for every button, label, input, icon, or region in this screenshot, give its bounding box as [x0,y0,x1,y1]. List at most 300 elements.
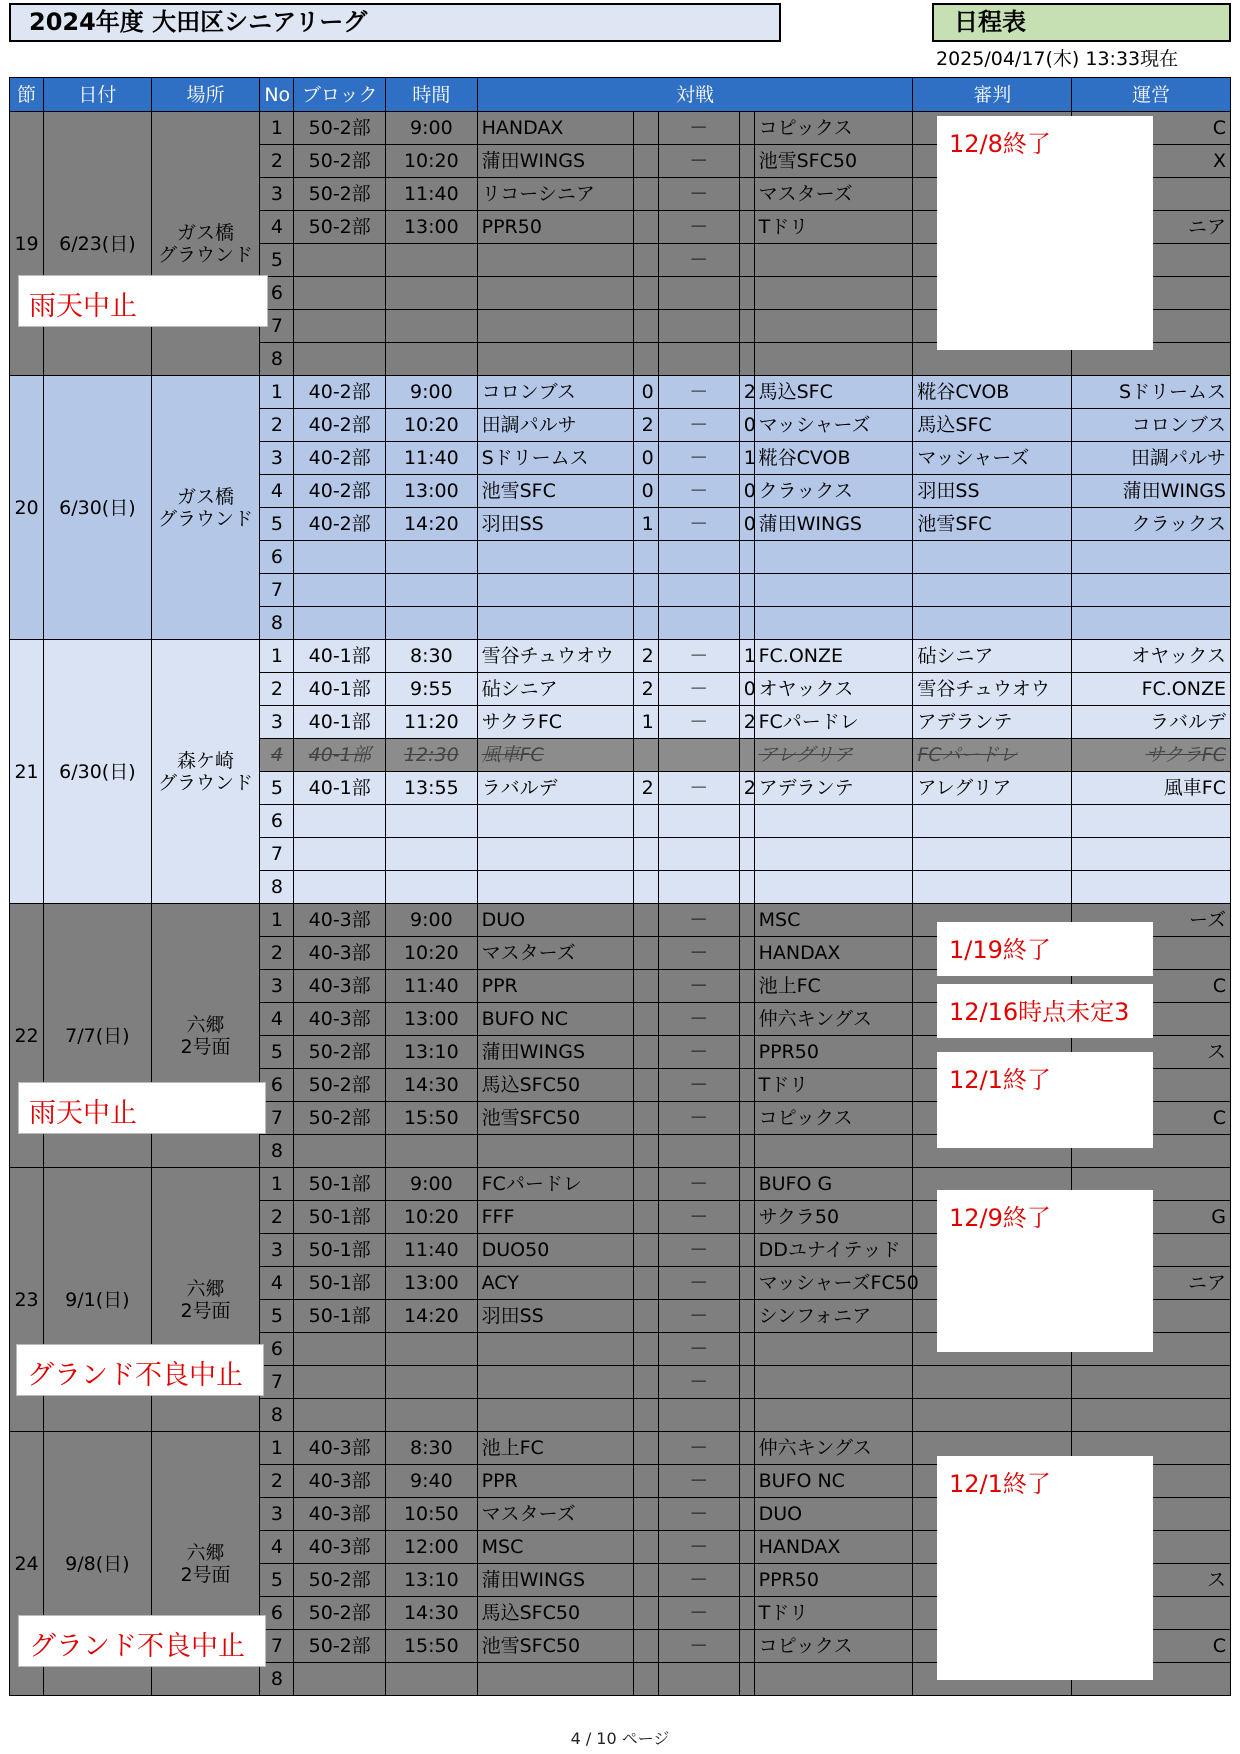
block [294,805,386,838]
referee-team: マッシャーズ [913,442,1072,475]
away-score [739,937,754,970]
match-no: 8 [260,343,294,376]
operations-team: Sドリームス [1072,376,1231,409]
home-score [634,244,659,277]
home-score [634,1102,659,1135]
match-no: 3 [260,970,294,1003]
home-score [634,1300,659,1333]
status-note: 1/19終了 [937,922,1153,976]
score-dash: － [658,508,739,541]
cancel-note: 雨天中止 [18,275,268,327]
score-dash: － [658,178,739,211]
away-team [754,244,913,277]
score-dash [658,277,739,310]
home-team [477,871,634,904]
cancel-note: グランド不良中止 [18,1615,266,1667]
away-team [754,805,913,838]
away-score: 2 [739,376,754,409]
away-team: マッシャーズFC50 [754,1267,913,1300]
block [294,871,386,904]
home-score: 0 [634,376,659,409]
cancel-note: 雨天中止 [18,1082,266,1134]
kickoff-time [386,310,478,343]
kickoff-time: 14:30 [386,1069,478,1102]
home-team [477,607,634,640]
matchday-section [10,640,1231,904]
match-no: 7 [260,574,294,607]
match-no: 2 [260,1465,294,1498]
away-score [739,1201,754,1234]
venue-line: 2号面 [180,1563,231,1586]
away-team: コピックス [754,112,913,145]
away-score [739,574,754,607]
referee-team: アデランテ [913,706,1072,739]
block: 50-1部 [294,1168,386,1201]
home-team: マスターズ [477,1498,634,1531]
block [294,244,386,277]
score-dash [658,805,739,838]
kickoff-time [386,805,478,838]
away-score [739,1102,754,1135]
score-dash: － [658,1267,739,1300]
away-team: 池上FC [754,970,913,1003]
home-score [634,1069,659,1102]
score-dash [658,1135,739,1168]
home-team: 池雪SFC50 [477,1102,634,1135]
kickoff-time: 11:40 [386,1234,478,1267]
home-score [634,211,659,244]
block [294,1135,386,1168]
away-score [739,1036,754,1069]
home-team: ラバルデ [477,772,634,805]
match-no: 6 [260,1069,294,1102]
home-score [634,739,659,772]
home-score: 0 [634,475,659,508]
away-team [754,343,913,376]
home-team: MSC [477,1531,634,1564]
home-team: 池雪SFC [477,475,634,508]
score-dash: － [658,1036,739,1069]
block: 40-3部 [294,1498,386,1531]
league-title: 2024年度 大田区シニアリーグ [9,3,781,42]
home-team: Sドリームス [477,442,634,475]
kickoff-time [386,541,478,574]
home-team [477,277,634,310]
score-dash: － [658,772,739,805]
block: 50-1部 [294,1300,386,1333]
away-team: 馬込SFC [754,376,913,409]
away-team: サクラ50 [754,1201,913,1234]
home-score [634,838,659,871]
score-dash: － [658,904,739,937]
match-no: 4 [260,1267,294,1300]
away-team: アレグリア [754,739,913,772]
match-no: 5 [260,1300,294,1333]
away-score [739,1333,754,1366]
score-dash: － [658,1234,739,1267]
home-team [477,541,634,574]
referee-team [913,805,1072,838]
kickoff-time [386,1333,478,1366]
away-team: Tドリ [754,1069,913,1102]
schedule-label: 日程表 [932,3,1231,42]
kickoff-time: 9:00 [386,112,478,145]
matchday-section [10,376,1231,640]
venue [151,112,260,376]
col-match: 対戦 [477,78,913,112]
home-team: 雪谷チュウオウ [477,640,634,673]
kickoff-time [386,838,478,871]
home-team: 池雪SFC50 [477,1630,634,1663]
venue-line: ガス橋 [176,221,234,244]
match-no: 3 [260,706,294,739]
match-date: 6/30(日) [44,640,152,904]
away-score [739,607,754,640]
away-score [739,1003,754,1036]
block: 50-2部 [294,211,386,244]
kickoff-time: 13:00 [386,1003,478,1036]
match-no: 8 [260,1399,294,1432]
score-dash: － [658,1168,739,1201]
kickoff-time: 13:10 [386,1036,478,1069]
match-no: 8 [260,871,294,904]
home-team: 蒲田WINGS [477,1036,634,1069]
away-score: 2 [739,706,754,739]
venue-line: グラウンド [157,507,253,530]
away-score [739,145,754,178]
away-score: 0 [739,508,754,541]
home-team: 馬込SFC50 [477,1597,634,1630]
away-team [754,1399,913,1432]
venue-line: ガス橋 [176,485,234,508]
away-team: 蒲田WINGS [754,508,913,541]
col-time: 時間 [386,78,478,112]
away-score [739,1465,754,1498]
block: 50-1部 [294,1201,386,1234]
score-dash: － [658,706,739,739]
away-score [739,277,754,310]
away-team: オヤックス [754,673,913,706]
home-team: BUFO NC [477,1003,634,1036]
kickoff-time [386,244,478,277]
block: 40-2部 [294,376,386,409]
status-note: 12/9終了 [937,1190,1153,1352]
score-dash: － [658,1201,739,1234]
kickoff-time: 10:20 [386,937,478,970]
score-dash: － [658,112,739,145]
away-team [754,277,913,310]
away-score [739,739,754,772]
operations-team [1072,805,1231,838]
venue-line: 六郷 [186,1541,225,1564]
away-score: 2 [739,772,754,805]
kickoff-time: 14:30 [386,1597,478,1630]
score-dash: － [658,1069,739,1102]
away-team [754,871,913,904]
referee-team [913,541,1072,574]
match-no: 1 [260,376,294,409]
block: 40-2部 [294,442,386,475]
venue-line: 六郷 [186,1277,225,1300]
score-dash [658,310,739,343]
venue [151,376,260,640]
referee-team [913,838,1072,871]
match-no: 2 [260,409,294,442]
away-team: Tドリ [754,211,913,244]
away-score [739,1630,754,1663]
kickoff-time: 9:55 [386,673,478,706]
home-score [634,1366,659,1399]
home-score [634,310,659,343]
match-no: 7 [260,1630,294,1663]
away-team: BUFO NC [754,1465,913,1498]
referee-team: FCパードレ [913,739,1072,772]
kickoff-time: 11:20 [386,706,478,739]
kickoff-time: 9:00 [386,904,478,937]
block: 40-1部 [294,772,386,805]
home-team: 蒲田WINGS [477,145,634,178]
operations-team: オヤックス [1072,640,1231,673]
table-header-row [10,78,1231,112]
score-dash: － [658,970,739,1003]
block: 50-2部 [294,1597,386,1630]
kickoff-time: 12:00 [386,1531,478,1564]
match-no: 2 [260,1201,294,1234]
away-team: 糀谷CVOB [754,442,913,475]
away-team: コピックス [754,1102,913,1135]
home-team: FFF [477,1201,634,1234]
away-team [754,1333,913,1366]
venue-line: 2号面 [180,1035,231,1058]
matchday-number: 24 [10,1432,44,1696]
match-date: 7/7(日) [44,904,152,1168]
kickoff-time: 8:30 [386,640,478,673]
home-score: 2 [634,772,659,805]
matchday-number: 19 [10,112,44,376]
referee-team [913,574,1072,607]
col-referee: 審判 [913,78,1072,112]
home-team: DUO50 [477,1234,634,1267]
home-score [634,805,659,838]
home-score [634,607,659,640]
match-no: 7 [260,1102,294,1135]
kickoff-time [386,1135,478,1168]
referee-team: 池雪SFC [913,508,1072,541]
kickoff-time: 13:00 [386,211,478,244]
home-team [477,838,634,871]
away-team [754,310,913,343]
away-score [739,1564,754,1597]
home-score [634,574,659,607]
away-score [739,1069,754,1102]
block: 40-3部 [294,1003,386,1036]
kickoff-time: 14:20 [386,508,478,541]
match-no: 3 [260,1498,294,1531]
away-team: コピックス [754,1630,913,1663]
match-no: 1 [260,112,294,145]
home-score [634,904,659,937]
kickoff-time [386,1399,478,1432]
block [294,838,386,871]
away-team: HANDAX [754,1531,913,1564]
status-note: 12/16時点未定3 [937,984,1153,1038]
home-score [634,1630,659,1663]
block: 50-2部 [294,1564,386,1597]
home-team [477,1366,634,1399]
match-no: 6 [260,277,294,310]
kickoff-time: 11:40 [386,970,478,1003]
table-row [10,376,1231,409]
home-score [634,1564,659,1597]
operations-team [1072,838,1231,871]
home-score: 1 [634,706,659,739]
score-dash: － [658,211,739,244]
as-of-timestamp: 2025/04/17(木) 13:33現在 [936,48,1179,70]
block [294,541,386,574]
block: 50-2部 [294,178,386,211]
home-team: 風車FC [477,739,634,772]
home-team [477,343,634,376]
home-team: ACY [477,1267,634,1300]
away-team [754,1366,913,1399]
block: 40-3部 [294,1531,386,1564]
home-score [634,1003,659,1036]
operations-team: ニア [1072,1267,1231,1300]
operations-team: C [1072,970,1231,1003]
kickoff-time: 13:00 [386,1267,478,1300]
operations-team: 風車FC [1072,772,1231,805]
home-team [477,244,634,277]
block: 40-3部 [294,1432,386,1465]
col-setsu: 節 [10,78,44,112]
status-note: 12/1終了 [937,1456,1153,1680]
operations-team: C [1072,1630,1231,1663]
score-dash: － [658,1498,739,1531]
home-score [634,1234,659,1267]
score-dash: － [658,1003,739,1036]
home-team: 羽田SS [477,1300,634,1333]
operations-team [1072,1366,1231,1399]
score-dash: － [658,475,739,508]
away-team: DDユナイテッド [754,1234,913,1267]
col-no: No [260,78,294,112]
block [294,1366,386,1399]
home-score [634,1267,659,1300]
home-score [634,1201,659,1234]
kickoff-time: 9:40 [386,1465,478,1498]
operations-team [1072,871,1231,904]
referee-team: アレグリア [913,772,1072,805]
match-no: 2 [260,937,294,970]
block: 50-1部 [294,1234,386,1267]
block: 40-1部 [294,739,386,772]
away-team [754,1663,913,1696]
away-team: Tドリ [754,1597,913,1630]
home-score [634,343,659,376]
venue [151,640,260,904]
operations-team [1072,541,1231,574]
home-team: 馬込SFC50 [477,1069,634,1102]
score-dash [658,838,739,871]
score-dash [658,541,739,574]
block: 40-1部 [294,673,386,706]
score-dash: － [658,937,739,970]
home-team: コロンブス [477,376,634,409]
operations-team: C [1072,1102,1231,1135]
away-score [739,1366,754,1399]
home-team: 池上FC [477,1432,634,1465]
operations-team: ス [1072,1036,1231,1069]
operations-team: ス [1072,1564,1231,1597]
kickoff-time: 9:00 [386,1168,478,1201]
match-no: 3 [260,1234,294,1267]
away-score [739,1267,754,1300]
home-team: PPR [477,1465,634,1498]
block [294,1399,386,1432]
match-date: 9/1(日) [44,1168,152,1432]
away-team: HANDAX [754,937,913,970]
home-score: 2 [634,673,659,706]
operations-team: ーズ [1072,904,1231,937]
away-score [739,343,754,376]
home-team [477,1399,634,1432]
block: 40-1部 [294,640,386,673]
home-team [477,310,634,343]
away-team: マスターズ [754,178,913,211]
match-date: 6/23(日) [44,112,152,376]
block: 40-2部 [294,409,386,442]
match-no: 7 [260,838,294,871]
venue-line: 六郷 [186,1013,225,1036]
block [294,1663,386,1696]
match-no: 3 [260,178,294,211]
venue-line: グラウンド [157,243,253,266]
operations-team: ラバルデ [1072,706,1231,739]
operations-team [1072,1399,1231,1432]
away-team: マッシャーズ [754,409,913,442]
operations-team: FC.ONZE [1072,673,1231,706]
home-score [634,970,659,1003]
score-dash: － [658,145,739,178]
home-team: 田調パルサ [477,409,634,442]
home-team [477,805,634,838]
match-no: 5 [260,508,294,541]
score-dash: － [658,1432,739,1465]
operations-team [1072,574,1231,607]
match-no: 8 [260,1135,294,1168]
home-team: 砧シニア [477,673,634,706]
away-team [754,541,913,574]
score-dash [658,871,739,904]
kickoff-time [386,574,478,607]
away-score [739,244,754,277]
away-team: PPR50 [754,1036,913,1069]
away-score [739,970,754,1003]
kickoff-time: 15:50 [386,1102,478,1135]
home-score [634,1531,659,1564]
away-score [739,1300,754,1333]
home-score [634,937,659,970]
operations-team: 蒲田WINGS [1072,475,1231,508]
away-score [739,112,754,145]
away-team: シンフォニア [754,1300,913,1333]
referee-team: 馬込SFC [913,409,1072,442]
home-team: リコーシニア [477,178,634,211]
home-team [477,1663,634,1696]
operations-team: G [1072,1201,1231,1234]
away-team [754,1135,913,1168]
match-no: 1 [260,640,294,673]
